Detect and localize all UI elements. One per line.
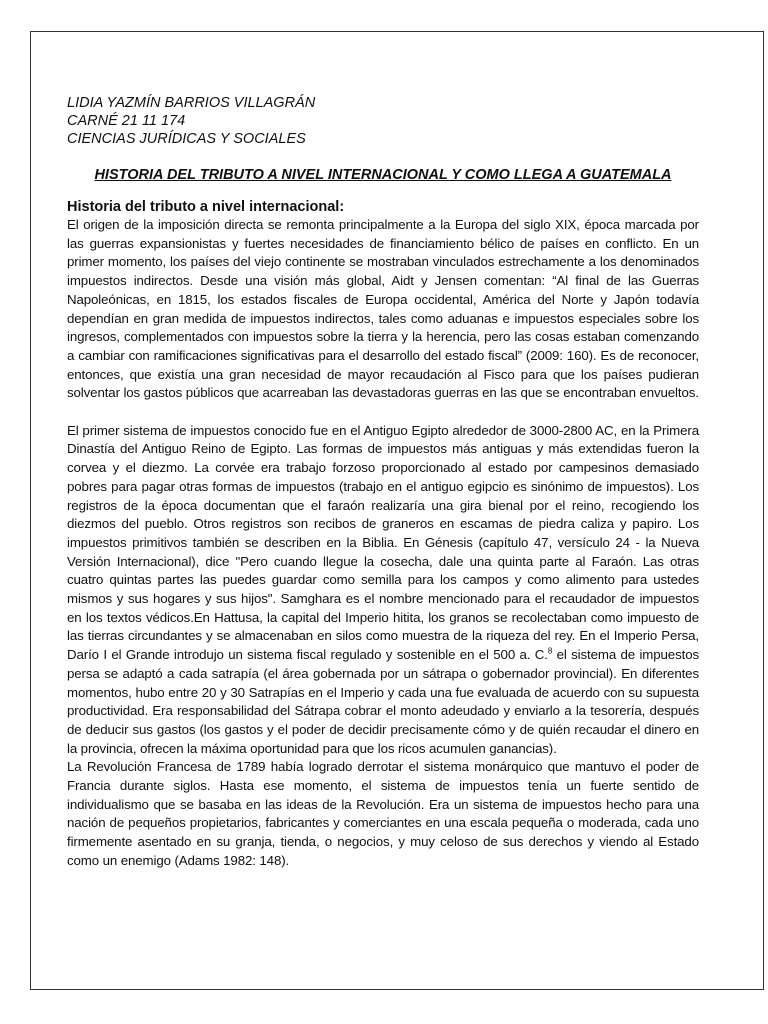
document-body bbox=[67, 94, 699, 871]
author-carne: CARNÉ 21 11 174 bbox=[67, 113, 186, 129]
document-title: HISTORIA DEL TRIBUTO A NIVEL INTERNACIONAL Y COMO LLEGA A GUATEMALA bbox=[94, 167, 672, 183]
paragraph-2-text-b: el sistema de impuestos persa se adaptó a cada satrapía (el área gobernada por un sátrapa o gobernador provincial). En diferentes momentos, hubo entre 20 y 30 Satrapías en el Imperio y cada una fue evaluada de acuerdo con su supuesta productividad. Era responsabilidad del Sátrapa cobrar el monto adeudado y enviarlo a la tesorería, después de deducir sus gastos (los gastos y el poder de decidir precisamente cómo y de quién recaudar el dinero en la provincia, ofrecen la máxima oportunidad para que los ricos acumulen ganancias). bbox=[67, 647, 699, 756]
footnote-marker: 8 bbox=[547, 646, 553, 656]
paragraph-3: La Revolución Francesa de 1789 había logrado derrotar el sistema monárquico que mantuvo el poder de Francia durante siglos. Hasta ese momento, el sistema de impuestos tenía un fuerte sentido de individualismo que se basaba en las ideas de la Revolución. Era un sistema de impuestos hecho para una nación de pequeños propietarios, fabricantes y comerciantes en una escala pequeña o moderada, cada uno firmemente asentado en su granja, tienda, o negocios, y muy celoso de sus derechos y viendo al Estado como un enemigo (Adams 1982: 148). bbox=[67, 759, 699, 868]
paragraph-1: El origen de la imposición directa se remonta principalmente a la Europa del siglo XIX, época marcada por las guerras expansionistas y fuertes necesidades de financiamiento bélico de países en conflicto. En un primer momento, los países del viejo continente se mostraban vinculados estrechamente a los denominados impuestos indirectos. Desde una visión más global, Aidt y Jensen comentan: “Al final de las Guerras Napoleónicas, en 1815, los estados fiscales de Europa occidental, América del Norte y Japón todavía dependían en gran medida de impuestos indirectos, tales como aduanas e impuestos especiales sobre los ingresos, complementados con impuestos sobre la tierra y la herencia, pero las cosas estaban comenzando a cambiar con ramificaciones significativas para el desarrollo del estado fiscal” (2009: 160). Es de reconocer, entonces, que existía una gran necesidad de mayor recaudación al Fisco para que los países pudieran solventar los gastos públicos que acarreaban las devastadoras guerras en las que se encontraban envueltos. bbox=[67, 217, 699, 401]
paragraph-2 bbox=[67, 422, 699, 759]
paragraph-2-text-a: El primer sistema de impuestos conocido fue en el Antiguo Egipto alrededor de 3000-2800 AC, en la Primera Dinastía del Antiguo Reino de Egipto. Las formas de impuestos más antiguas y más extendidas fueron la corvea y el diezmo. La corvée era trabajo forzoso proporcionado al estado por campesinos demasiado pobres para pagar otras formas de impuestos (trabajo en el antiguo egipcio es sinónimo de impuestos). Los registros de la época documentan que el faraón realizaría una gira bienal por el reino, recogiendo los diezmos del pueblo. Otros registros son recibos de graneros en escamas de piedra caliza y papiro. Los impuestos primitivos también se describen en la Biblia. En Génesis (capítulo 47, versículo 24 - la Nueva Versión Internacional), dice "Pero cuando llegue la cosecha, dale una quinta parte al Faraón. Las otras cuatro quintas partes las puedes guardar como semilla para los campos y como alimento para ustedes mismos y sus hogares y sus hijos". Samghara es el nombre mencionado para el recaudador de impuestos en los textos védicos.En Hattusa, la capital del Imperio hitita, los granos se recolectaban como impuesto de las tierras circundantes y se almacenaban en silos como muestra de la riqueza del rey. En el Imperio Persa, Darío I el Grande introdujo un sistema fiscal regulado y sostenible en el 500 a. C. bbox=[67, 422, 699, 663]
author-block bbox=[67, 94, 699, 148]
section-heading: Historia del tributo a nivel internacional: bbox=[67, 199, 345, 215]
author-name: LIDIA YAZMÍN BARRIOS VILLAGRÁN bbox=[67, 95, 316, 111]
author-faculty: CIENCIAS JURÍDICAS Y SOCIALES bbox=[67, 131, 306, 147]
